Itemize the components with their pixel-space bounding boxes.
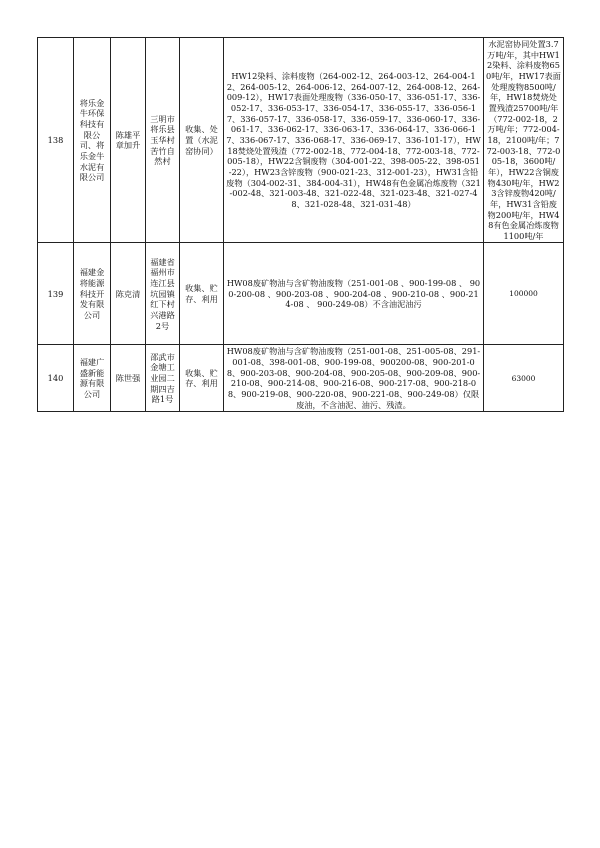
waste-categories: HW08废矿物油与含矿物油废物（251-001-08、251-005-08、291-001-08、398-001-08、900-199-08、900200-08、900-201-08、900-203-08、900-204-08、900-205-08、900-209-08、900-210-08、900-214-08、900-216-08、900-217-08、900-218-08、900-219-08、900-220-08、900-221-08、900-249-08）仅限废油，不含油泥、油污、残渣。: [224, 345, 484, 412]
table-row: [38, 345, 564, 412]
row-number: 140: [38, 345, 74, 412]
operation-method: 收集、贮存、利用: [180, 345, 224, 412]
facility-address: 邵武市金塘工业园二期四吉路1号: [146, 345, 180, 412]
unit-name: 福建广盛新能源有限公司: [74, 345, 111, 412]
capacity: 63000: [484, 345, 564, 412]
operation-method: 收集、贮存、利用: [180, 243, 224, 345]
unit-name: 福建金将能源科技开发有限公司: [74, 243, 111, 345]
unit-name: 将乐金牛环保科技有限公司、将乐金牛水泥有限公司: [74, 38, 111, 243]
facility-address: 福建省福州市连江县坑园镇红下村兴港路2号: [146, 243, 180, 345]
table-row: [38, 243, 564, 345]
facility-address: 三明市将乐县玉华村苦竹自然村: [146, 38, 180, 243]
operation-method: 收集、处置（水泥窑协同）: [180, 38, 224, 243]
row-number: 138: [38, 38, 74, 243]
row-number: 139: [38, 243, 74, 345]
legal-representative: 陈克清: [111, 243, 146, 345]
permit-table: [37, 37, 564, 412]
legal-representative: 陈雄平章加升: [111, 38, 146, 243]
waste-categories: HW12染料、涂料废物（264-002-12、264-003-12、264-004-12、264-005-12、264-006-12、264-007-12、264-008-12、264-009-12），HW17表面处理废物（336-050-17、336-051-17、336-052-17、336-053-17、336-054-17、336-055-17、336-056-17、336-057-17、336-058-17、336-059-17、336-060-17、336-061-17、336-062-17、336-063-17、336-064-17、336-066-17、336-067-17、336-068-17、336-069-17、336-101-17），HW18焚烧处置残渣（772-002-18、772-004-18、772-003-18、772-005-18），HW22含铜废物（304-001-22、398-005-22、398-051-22），HW23含锌废物（900-021-23、312-001-23），HW31含铅废物（304-002-31、384-004-31），HW48有色金属冶炼废物（321-002-48、321-003-48、321-022-48、321-023-48、321-027-48、321-028-48、321-031-48）: [224, 38, 484, 243]
capacity: 100000: [484, 243, 564, 345]
capacity: 水泥窑协同处置3.7万吨/年，其中HW12染料、涂料废物650吨/年，HW17表面处理废物8500吨/年，HW18焚烧处置残渣25700吨/年（772-002-18，2万吨/年；772-004-18，2100吨/年；772-003-18、772-005-18，3600吨/年），HW22含铜废物430吨/年，HW23含锌废物420吨/年，HW31含铅废物200吨/年，HW48有色金属冶炼废物1100吨/年: [484, 38, 564, 243]
table-row: [38, 38, 564, 243]
waste-categories: HW08废矿物油与含矿物油废物（251-001-08 、900-199-08 、 900-200-08 、900-203-08 、900-204-08 、900-210-08 、900-214-08 、 900-249-08）不含油泥油污: [224, 243, 484, 345]
legal-representative: 陈世强: [111, 345, 146, 412]
